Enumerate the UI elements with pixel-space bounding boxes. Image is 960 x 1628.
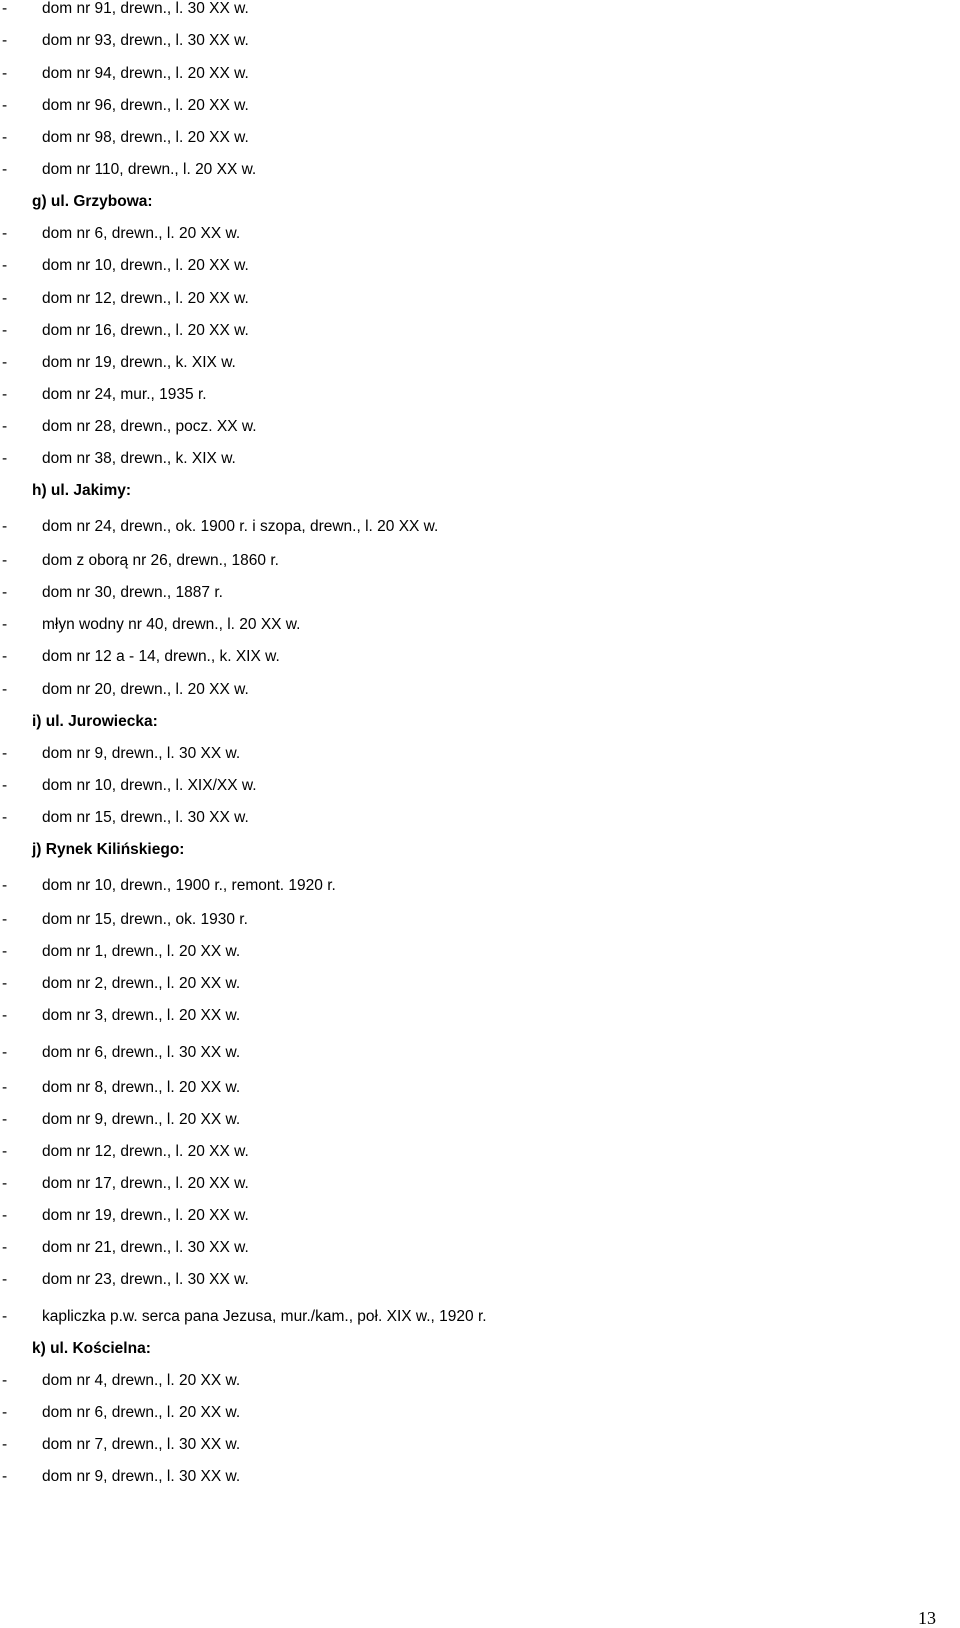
list-item-text: dom nr 98, drewn., l. 20 XX w.: [42, 129, 249, 146]
bullet-dash: -: [2, 809, 8, 826]
list-item-text: dom nr 94, drewn., l. 20 XX w.: [42, 65, 249, 82]
list-item-text: dom nr 24, drewn., ok. 1900 r. i szopa, drewn., l. 20 XX w.: [42, 518, 439, 535]
list-item-text: dom nr 15, drewn., ok. 1930 r.: [42, 911, 248, 928]
list-item-text: dom nr 1, drewn., l. 20 XX w.: [42, 943, 241, 960]
list-item-text: dom nr 3, drewn., l. 20 XX w.: [42, 1007, 241, 1024]
list-item-text: dom nr 96, drewn., l. 20 XX w.: [42, 97, 249, 114]
list-item-text: dom z oborą nr 26, drewn., 1860 r.: [42, 552, 279, 569]
list-item-text: dom nr 12, drewn., l. 20 XX w.: [42, 1143, 249, 1160]
list-item-text: dom nr 91, drewn., l. 30 XX w.: [42, 0, 249, 17]
section-heading-rynek-kilinskiego: j) Rynek Kilińskiego:: [32, 841, 185, 858]
list-item-text: dom nr 20, drewn., l. 20 XX w.: [42, 681, 249, 698]
list-item-text: dom nr 110, drewn., l. 20 XX w.: [42, 161, 257, 178]
bullet-dash: -: [2, 1468, 8, 1485]
bullet-dash: -: [2, 257, 8, 274]
bullet-dash: -: [2, 1007, 8, 1024]
bullet-dash: -: [2, 1143, 8, 1160]
bullet-dash: -: [2, 745, 8, 762]
list-item-text: dom nr 8, drewn., l. 20 XX w.: [42, 1079, 241, 1096]
list-item-text: dom nr 6, drewn., l. 30 XX w.: [42, 1044, 241, 1061]
list-item-text: dom nr 2, drewn., l. 20 XX w.: [42, 975, 241, 992]
bullet-dash: -: [2, 418, 8, 435]
list-item-text: dom nr 9, drewn., l. 30 XX w.: [42, 745, 241, 762]
list-item-text: dom nr 93, drewn., l. 30 XX w.: [42, 32, 249, 49]
list-item-text: dom nr 4, drewn., l. 20 XX w.: [42, 1372, 241, 1389]
list-item-text: dom nr 9, drewn., l. 30 XX w.: [42, 1468, 241, 1485]
section-heading-koscielna: k) ul. Kościelna:: [32, 1340, 151, 1357]
bullet-dash: -: [2, 225, 8, 242]
bullet-dash: -: [2, 1239, 8, 1256]
bullet-dash: -: [2, 1372, 8, 1389]
bullet-dash: -: [2, 450, 8, 467]
list-item-text: dom nr 6, drewn., l. 20 XX w.: [42, 225, 241, 242]
list-item-text: dom nr 38, drewn., k. XIX w.: [42, 450, 236, 467]
bullet-dash: -: [2, 777, 8, 794]
bullet-dash: -: [2, 1079, 8, 1096]
bullet-dash: -: [2, 518, 8, 535]
bullet-dash: -: [2, 1271, 8, 1288]
bullet-dash: -: [2, 161, 8, 178]
bullet-dash: -: [2, 1044, 8, 1061]
list-item-text: dom nr 19, drewn., l. 20 XX w.: [42, 1207, 249, 1224]
page-number: 13: [918, 1608, 936, 1628]
list-item-text: dom nr 19, drewn., k. XIX w.: [42, 354, 236, 371]
bullet-dash: -: [2, 975, 8, 992]
list-item-text: dom nr 21, drewn., l. 30 XX w.: [42, 1239, 249, 1256]
bullet-dash: -: [2, 1111, 8, 1128]
list-item-text: dom nr 24, mur., 1935 r.: [42, 386, 207, 403]
bullet-dash: -: [2, 911, 8, 928]
bullet-dash: -: [2, 943, 8, 960]
bullet-dash: -: [2, 322, 8, 339]
bullet-dash: -: [2, 616, 8, 633]
list-item-text: dom nr 10, drewn., l. 20 XX w.: [42, 257, 249, 274]
list-item-text: dom nr 6, drewn., l. 20 XX w.: [42, 1404, 241, 1421]
list-item-text: dom nr 23, drewn., l. 30 XX w.: [42, 1271, 249, 1288]
section-heading-grzybowa: g) ul. Grzybowa:: [32, 193, 153, 210]
section-heading-jakimy: h) ul. Jakimy:: [32, 482, 132, 499]
bullet-dash: -: [2, 1404, 8, 1421]
list-item-text: dom nr 12 a - 14, drewn., k. XIX w.: [42, 648, 280, 665]
bullet-dash: -: [2, 552, 8, 569]
bullet-dash: -: [2, 1175, 8, 1192]
bullet-dash: -: [2, 97, 8, 114]
bullet-dash: -: [2, 354, 8, 371]
bullet-dash: -: [2, 129, 8, 146]
list-item-text: dom nr 16, drewn., l. 20 XX w.: [42, 322, 249, 339]
bullet-dash: -: [2, 65, 8, 82]
list-item-text: dom nr 15, drewn., l. 30 XX w.: [42, 809, 249, 826]
bullet-dash: -: [2, 0, 8, 17]
bullet-dash: -: [2, 584, 8, 601]
list-item-text: dom nr 10, drewn., l. XIX/XX w.: [42, 777, 257, 794]
bullet-dash: -: [2, 1436, 8, 1453]
list-item-text: młyn wodny nr 40, drewn., l. 20 XX w.: [42, 616, 301, 633]
list-item-text: kapliczka p.w. serca pana Jezusa, mur./kam., poł. XIX w., 1920 r.: [42, 1308, 487, 1325]
section-heading-jurowiecka: i) ul. Jurowiecka:: [32, 713, 158, 730]
list-item-text: dom nr 17, drewn., l. 20 XX w.: [42, 1175, 249, 1192]
bullet-dash: -: [2, 290, 8, 307]
bullet-dash: -: [2, 386, 8, 403]
bullet-dash: -: [2, 1308, 8, 1325]
list-item-text: dom nr 10, drewn., 1900 r., remont. 1920 r.: [42, 877, 336, 894]
bullet-dash: -: [2, 32, 8, 49]
list-item-text: dom nr 28, drewn., pocz. XX w.: [42, 418, 257, 435]
list-item-text: dom nr 7, drewn., l. 30 XX w.: [42, 1436, 241, 1453]
list-item-text: dom nr 9, drewn., l. 20 XX w.: [42, 1111, 241, 1128]
bullet-dash: -: [2, 877, 8, 894]
list-item-text: dom nr 30, drewn., 1887 r.: [42, 584, 223, 601]
bullet-dash: -: [2, 681, 8, 698]
bullet-dash: -: [2, 648, 8, 665]
bullet-dash: -: [2, 1207, 8, 1224]
list-item-text: dom nr 12, drewn., l. 20 XX w.: [42, 290, 249, 307]
